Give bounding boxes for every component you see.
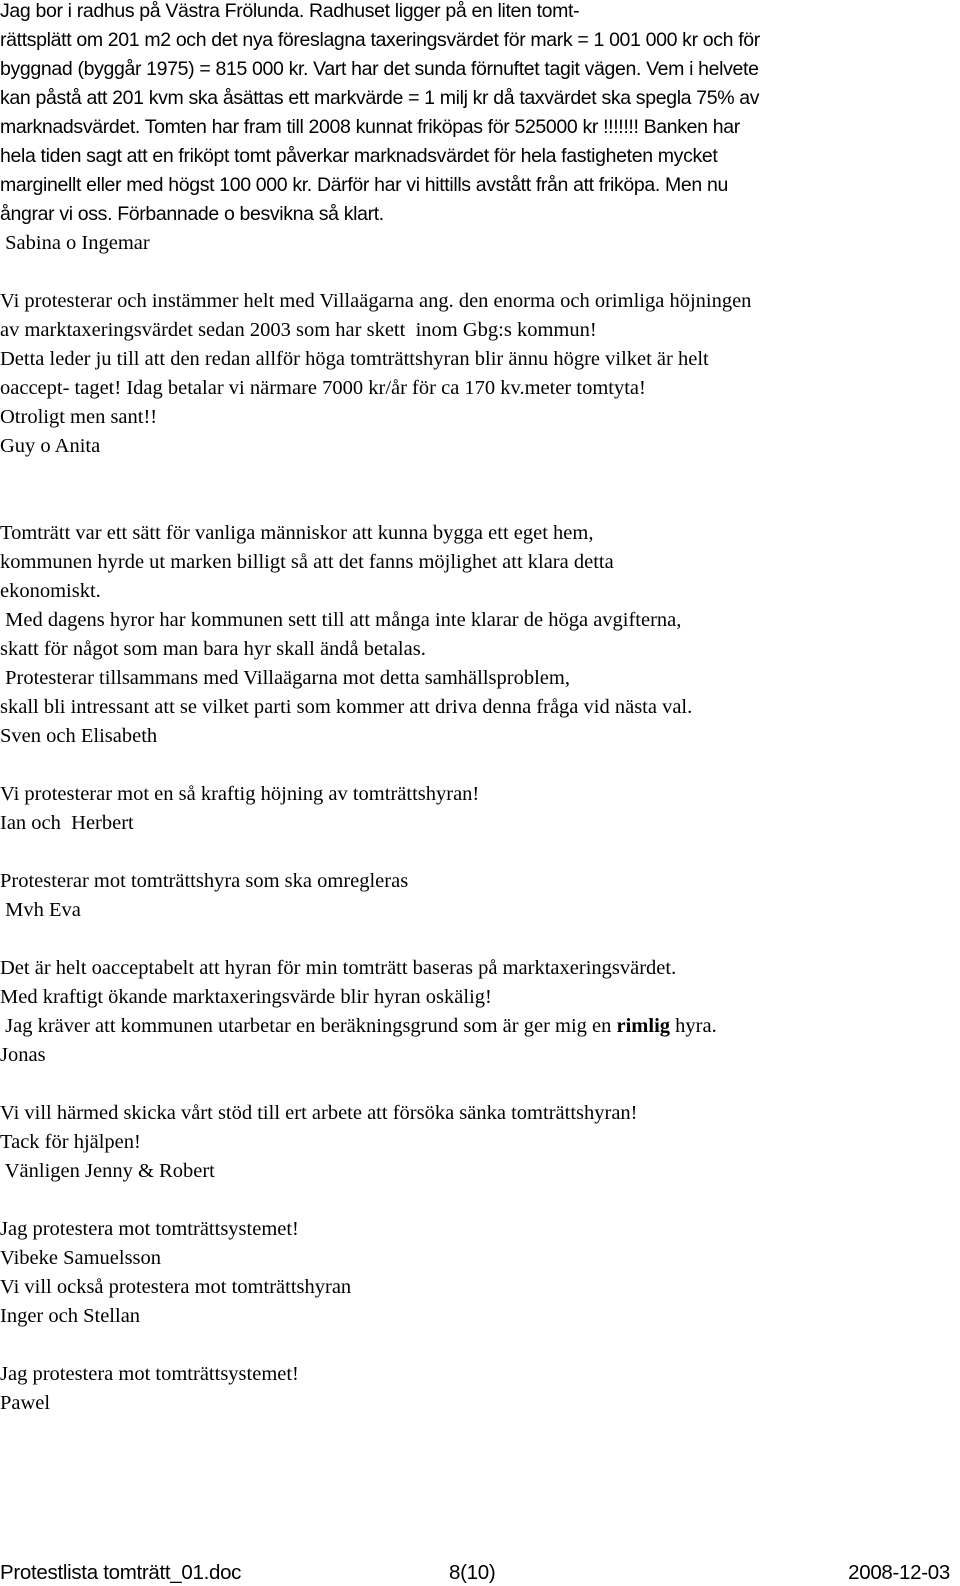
signature: Guy o Anita: [0, 435, 101, 457]
text-line: Det är helt oacceptabelt att hyran för min tomträtt baseras på marktaxeringsvärdet.: [0, 957, 677, 979]
signature: Ian och Herbert: [0, 812, 134, 834]
text-line: Tomträtt var ett sätt för vanliga människor att kunna bygga ett eget hem,: [0, 522, 594, 544]
text-line: Med kraftigt ökande marktaxeringsvärde blir hyran oskälig!: [0, 986, 492, 1008]
text-line: byggnad (byggår 1975) = 815 000 kr. Vart har det sunda förnuftet tagit vägen. Vem i helvete: [0, 58, 759, 80]
text-line-with-bold: [0, 1012, 717, 1041]
bold-word: rimlig: [616, 1015, 671, 1037]
text-line: Jag protestera mot tomträttsystemet!: [0, 1218, 299, 1240]
signature: Inger och Stellan: [0, 1305, 141, 1327]
text-line: kommunen hyrde ut marken billigt så att det fanns möjlighet att klara detta: [0, 551, 614, 573]
text-line: Vi vill härmed skicka vårt stöd till ert arbete att försöka sänka tomträttshyran!: [0, 1102, 638, 1124]
text-line: ångrar vi oss. Förbannade o besvikna så klart.: [0, 203, 384, 225]
signature: Pawel: [0, 1392, 51, 1414]
text-line: marknadsvärdet. Tomten har fram till 2008 kunnat friköpas för 525000 kr !!!!!!! Banken har: [0, 116, 740, 138]
text-line: skatt för något som man bara hyr skall ändå betalas.: [0, 638, 426, 660]
text-line: Jag protestera mot tomträttsystemet!: [0, 1363, 299, 1385]
text-line: Jag bor i radhus på Västra Frölunda. Radhuset ligger på en liten tomt-: [0, 0, 580, 22]
text-line: ekonomiskt.: [0, 580, 101, 602]
text-line: Otroligt men sant!!: [0, 406, 158, 428]
signature: Jonas: [0, 1044, 46, 1066]
text-line: av marktaxeringsvärdet sedan 2003 som har skett inom Gbg:s kommun!: [0, 319, 597, 341]
footer-date: 2008-12-03: [848, 1561, 950, 1584]
text-line: Protesterar mot tomträttshyra som ska omregleras: [0, 870, 409, 892]
text-line: Med dagens hyror har kommunen sett till att många inte klarar de höga avgifterna,: [0, 609, 682, 631]
text-line: skall bli intressant att se vilket parti som kommer att driva denna fråga vid nästa val.: [0, 696, 693, 718]
text-line: Vi protesterar mot en så kraftig höjning av tomträttshyran!: [0, 783, 480, 805]
text-line: marginellt eller med högst 100 000 kr. Därför har vi hittills avstått från att friköpa. Men nu: [0, 174, 728, 196]
text-segment: Jag kräver att kommunen utarbetar en beräkningsgrund som är ger mig en: [0, 1015, 617, 1037]
text-line: Vi vill också protestera mot tomträttshyran: [0, 1276, 352, 1298]
text-line: hela tiden sagt att en friköpt tomt påverkar marknadsvärdet för hela fastigheten mycket: [0, 145, 718, 167]
text-line: Tack för hjälpen!: [0, 1131, 141, 1153]
signature: Sven och Elisabeth: [0, 725, 158, 747]
text-line: Detta leder ju till att den redan allför höga tomträttshyran blir ännu högre vilket är helt: [0, 348, 709, 370]
text-line: oaccept- taget! Idag betalar vi närmare 7000 kr/år för ca 170 kv.meter tomtyta!: [0, 377, 646, 399]
signature: Mvh Eva: [0, 899, 81, 921]
signature: Sabina o Ingemar: [0, 232, 150, 254]
footer-filename: Protestlista tomträtt_01.doc: [0, 1561, 242, 1584]
signature: Vänligen Jenny & Robert: [0, 1160, 215, 1182]
footer-page-number: 8(10): [449, 1561, 496, 1584]
text-line: Protesterar tillsammans med Villaägarna mot detta samhällsproblem,: [0, 667, 570, 689]
text-segment: hyra.: [670, 1015, 717, 1037]
text-line: rättsplätt om 201 m2 och det nya föreslagna taxeringsvärdet för mark = 1 001 000 kr och för: [0, 29, 760, 51]
text-line: Vi protesterar och instämmer helt med Villaägarna ang. den enorma och orimliga höjningen: [0, 290, 752, 312]
text-line: kan påstå att 201 kvm ska åsättas ett markvärde = 1 milj kr då taxvärdet ska spegla 75% av: [0, 87, 760, 109]
signature: Vibeke Samuelsson: [0, 1247, 162, 1269]
